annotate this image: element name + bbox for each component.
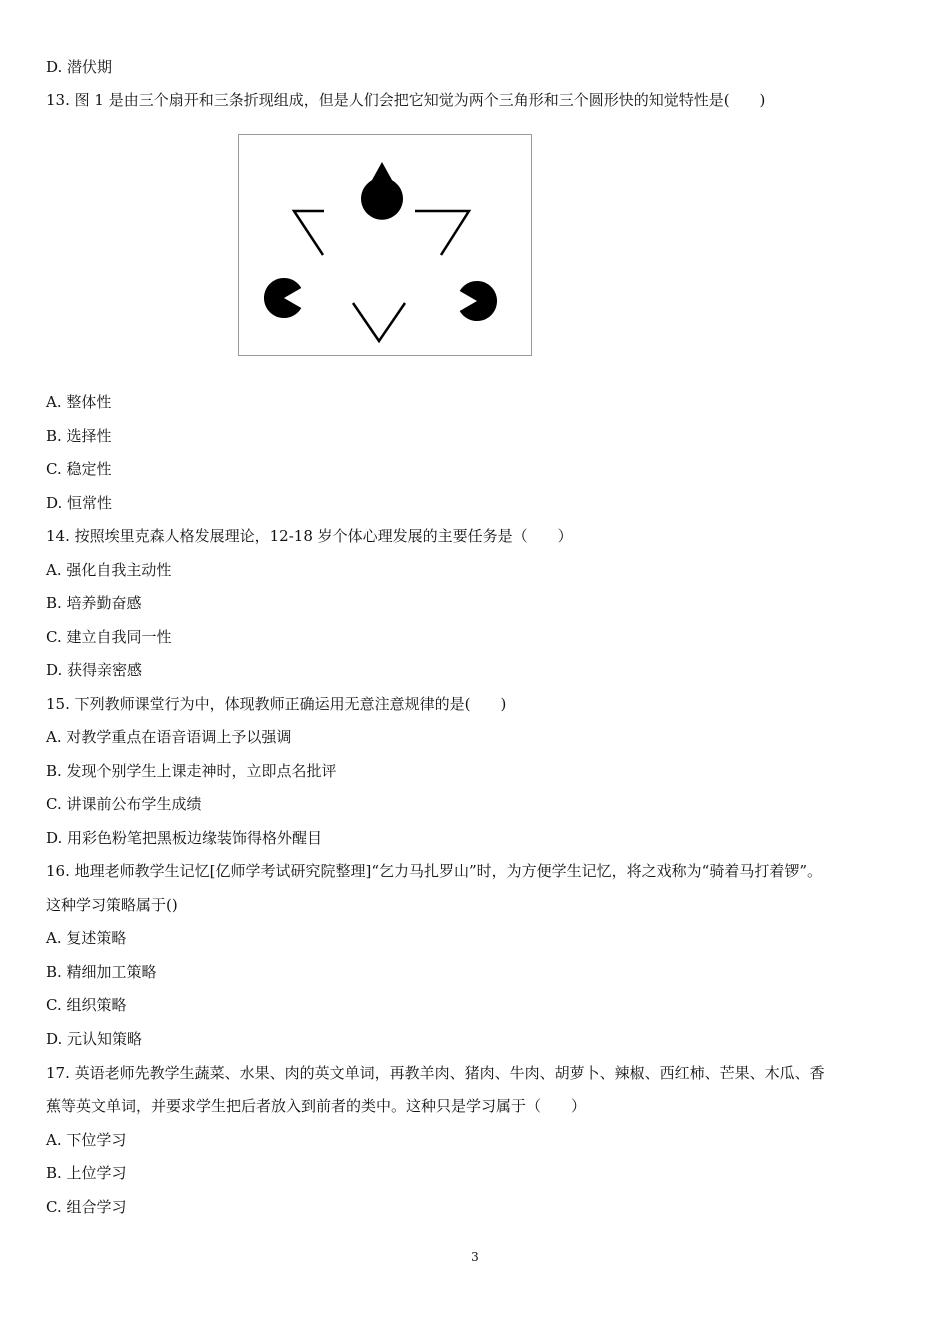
question-text: D. 潜伏期 xyxy=(46,58,113,76)
option-text: B. 选择性 xyxy=(46,427,112,445)
pacman-bottom-right xyxy=(460,281,497,321)
option-text: D. 元认知策略 xyxy=(46,1030,143,1048)
corner-bottom xyxy=(353,303,405,341)
option-text: C. 组织策略 xyxy=(46,996,127,1014)
option-text: A. 强化自我主动性 xyxy=(46,561,172,579)
question-text: 17. 英语老师先教学生蔬菜、水果、肉的英文单词，再教羊肉、猪肉、牛肉、胡萝卜、辣椒、西红柿、芒果、木瓜、香 xyxy=(46,1064,825,1082)
question-text: 13. 图 1 是由三个扇开和三条折现组成，但是人们会把它知觉为两个三角形和三个圆形快的知觉特性是( ) xyxy=(46,91,766,109)
option-text: D. 获得亲密感 xyxy=(46,661,143,679)
option-text: A. 对教学重点在语音语调上予以强调 xyxy=(46,728,292,746)
pacman-top xyxy=(361,162,403,220)
illusion-figure-svg xyxy=(239,135,531,355)
option-text: C. 讲课前公布学生成绩 xyxy=(46,795,202,813)
option-text: B. 上位学习 xyxy=(46,1164,127,1182)
option-text: D. 用彩色粉笔把黑板边缘装饰得格外醒目 xyxy=(46,829,323,847)
option-text: B. 培养勤奋感 xyxy=(46,594,142,612)
pacman-bottom-left xyxy=(264,278,301,318)
option-text: C. 建立自我同一性 xyxy=(46,628,172,646)
option-text: A. 复述策略 xyxy=(46,929,127,947)
option-text: C. 稳定性 xyxy=(46,460,112,478)
page-number: 3 xyxy=(471,1250,479,1264)
question-text: 14. 按照埃里克森人格发展理论，12-18 岁个体心理发展的主要任务是（ ） xyxy=(46,527,573,545)
corner-top-left xyxy=(294,211,324,255)
option-text: A. 整体性 xyxy=(46,393,112,411)
question-text: 蕉等英文单词，并要求学生把后者放入到前者的类中。这种只是学习属于（ ） xyxy=(46,1097,587,1115)
option-text: B. 精细加工策略 xyxy=(46,963,157,981)
option-text: A. 下位学习 xyxy=(46,1131,127,1149)
option-text: C. 组合学习 xyxy=(46,1198,127,1216)
corner-top-right xyxy=(415,211,469,255)
question-text: 16. 地理老师教学生记忆[亿师学考试研究院整理]“乞力马扎罗山”时，为方便学生记忆，将之戏称为“骑着马打着锣”。 xyxy=(46,862,823,880)
kanizsa-triangle-figure xyxy=(238,134,532,356)
question-text: 这种学习策略属于() xyxy=(46,896,178,914)
option-text: D. 恒常性 xyxy=(46,494,113,512)
question-text: 15. 下列教师课堂行为中，体现教师正确运用无意注意规律的是( ) xyxy=(46,695,507,713)
option-text: B. 发现个别学生上课走神时，立即点名批评 xyxy=(46,762,337,780)
